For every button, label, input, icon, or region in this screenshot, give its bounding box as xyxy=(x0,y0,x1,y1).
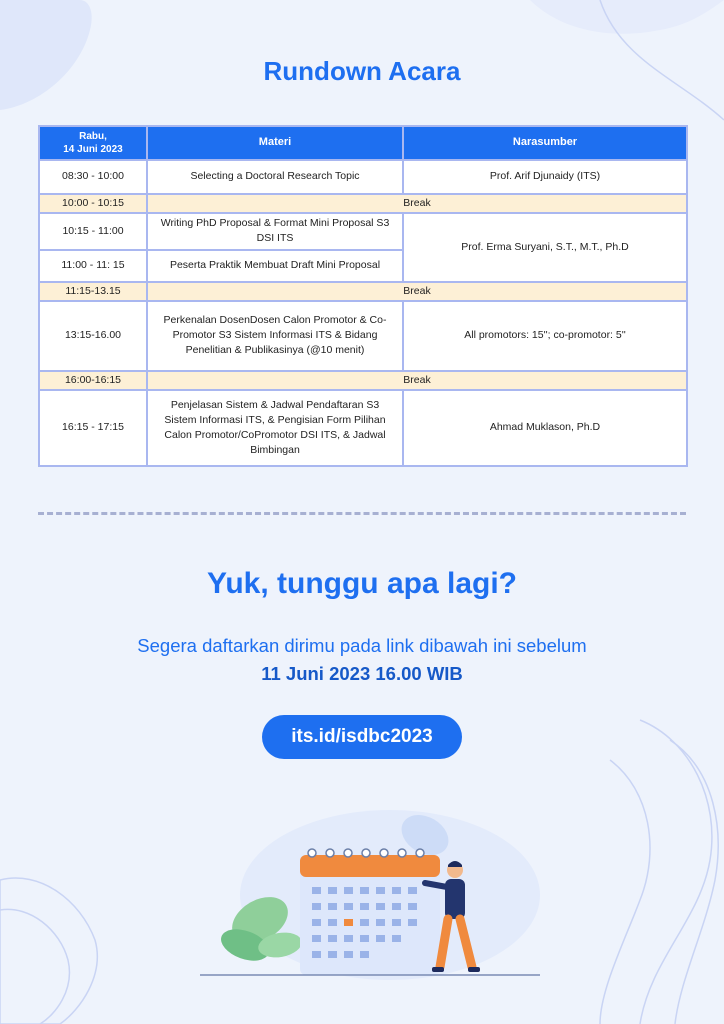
row-time: 10:15 - 11:00 xyxy=(39,213,147,249)
table-row xyxy=(39,301,687,371)
calendar-icon xyxy=(300,849,440,975)
cta-deadline: 11 Juni 2023 16.00 WIB xyxy=(261,662,463,684)
row-narasumber: All promotors: 15''; co-promotor: 5'' xyxy=(403,301,687,371)
table-row xyxy=(39,160,687,194)
break-row xyxy=(39,371,687,390)
break-label: Break xyxy=(147,282,687,301)
row-time: 16:00-16:15 xyxy=(39,371,147,390)
break-row xyxy=(39,194,687,213)
table-header-row xyxy=(39,126,687,160)
rundown-table xyxy=(38,125,688,467)
break-label: Break xyxy=(147,194,687,213)
cta-heading: Yuk, tunggu apa lagi? xyxy=(206,567,518,600)
calendar-with-person-illustration xyxy=(190,795,550,985)
row-materi: Writing PhD Proposal & Format Mini Proposal S3 DSI ITS xyxy=(147,213,403,249)
break-row xyxy=(39,282,687,301)
header-narasumber: Narasumber xyxy=(403,126,687,160)
row-materi: Perkenalan DosenDosen Calon Promotor & Co-Promotor S3 Sistem Informasi ITS & Bidang Penelitian & Publikasinya (@10 menit) xyxy=(147,301,403,371)
row-time: 11:00 - 11: 15 xyxy=(39,250,147,282)
row-materi: Penjelasan Sistem & Jadwal Pendaftaran S3 Sistem Informasi ITS, & Pengisian Form Pilihan Calon Promotor/CoPromotor DSI ITS, & Jadwal Bimbingan xyxy=(147,390,403,466)
row-materi: Selecting a Doctoral Research Topic xyxy=(147,160,403,194)
row-narasumber: Prof. Erma Suryani, S.T., M.T., Ph.D xyxy=(403,213,687,281)
cta-subtitle-line1: Segera daftarkan dirimu pada link dibawah ini sebelum xyxy=(137,635,587,656)
row-materi: Peserta Praktik Membuat Draft Mini Proposal xyxy=(147,250,403,282)
row-time: 08:30 - 10:00 xyxy=(39,160,147,194)
header-date-value: 14 Juni 2023 xyxy=(63,144,123,155)
header-date xyxy=(39,126,147,160)
dashed-divider xyxy=(38,512,686,515)
cta-subtitle xyxy=(0,632,724,688)
page-title: Rundown Acara xyxy=(263,56,461,86)
row-time: 10:00 - 10:15 xyxy=(39,194,147,213)
table-row xyxy=(39,213,687,249)
row-narasumber: Ahmad Muklason, Ph.D xyxy=(403,390,687,466)
row-narasumber: Prof. Arif Djunaidy (ITS) xyxy=(403,160,687,194)
header-materi: Materi xyxy=(147,126,403,160)
row-time: 16:15 - 17:15 xyxy=(39,390,147,466)
break-label: Break xyxy=(147,371,687,390)
header-date-day: Rabu, xyxy=(79,131,107,142)
row-time: 11:15-13.15 xyxy=(39,282,147,301)
row-time: 13:15-16.00 xyxy=(39,301,147,371)
registration-link-button[interactable]: its.id/isdbc2023 xyxy=(262,715,462,759)
table-row xyxy=(39,390,687,466)
